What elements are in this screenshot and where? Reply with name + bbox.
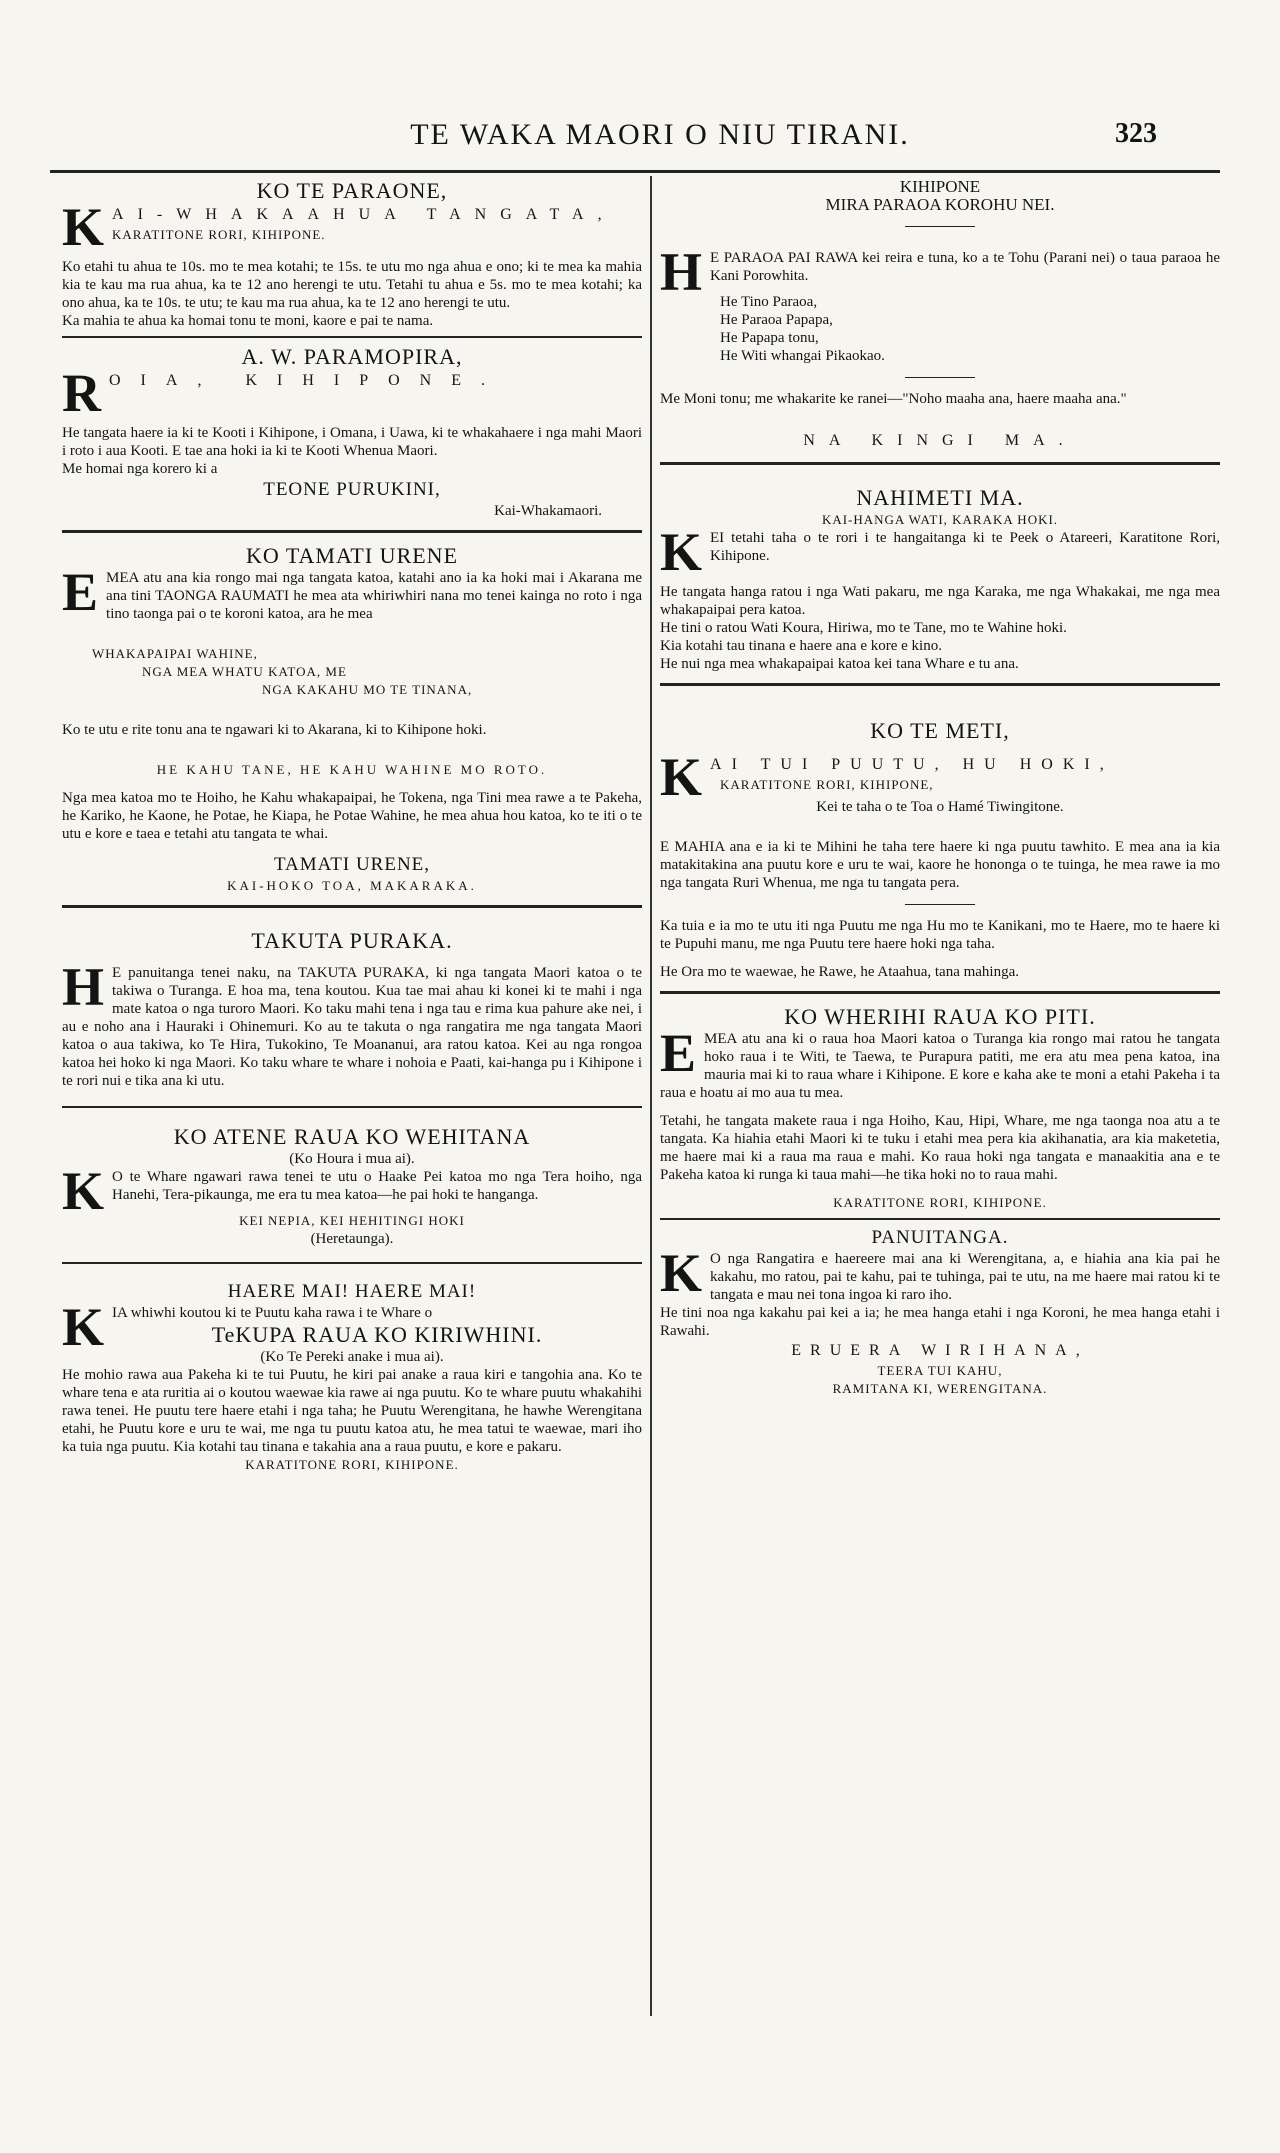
drop-cap: K bbox=[62, 197, 105, 257]
ad-line: NGA MEA WHATU KATOA, ME bbox=[142, 664, 347, 679]
ad-text: Tetahi, he tangata makete raua i nga Hoiho, Kau, Hipi, Whare, me nga taonga noa atu a te tangata. Ka hiahia etahi Maori ki te tuku i etahi mea pera kia akihanatia, ara kia maketetia, me haere mai ki a raua ma raua e mahi. Ko raua hoki nga tangata e manaakitia ana e te Pakeha katoa ki runga ki taua mahi—he tika hoki no to raua mahi. bbox=[660, 1113, 1220, 1183]
column-divider bbox=[650, 176, 652, 2016]
ad-title: KO ATENE RAUA KO WEHITANA bbox=[173, 1124, 531, 1149]
divider bbox=[62, 530, 642, 533]
ad-nahimeti bbox=[660, 485, 1220, 673]
short-rule bbox=[905, 226, 975, 227]
ad-line: NGA KAKAHU MO TE TINANA, bbox=[262, 682, 473, 697]
ad-text: EI tetahi taha o te rori i te hangaitanga ki te Peek o Atareeri, Karatitone Rori, Kihipone. bbox=[710, 530, 1220, 564]
ad-panui bbox=[660, 1226, 1220, 1398]
masthead-title: TE WAKA MAORI O NIU TIRANI. bbox=[410, 118, 910, 151]
ad-subtitle: (Ko Te Pereki anake i mua ai). bbox=[260, 1349, 444, 1365]
ad-text: Kia kotahi tau tinana e haere ana e kore e kino. bbox=[660, 638, 942, 654]
ad-title: KO WHERIHI RAUA KO PITI. bbox=[784, 1004, 1096, 1029]
ad-text: Ka tuia e ia mo te utu iti nga Puutu me nga Hu mo te Kanikani, mo te Haere, mo te haere ki te Pupuhi manu, me nga Puutu tere haere hoki nga taha. bbox=[660, 918, 1220, 952]
ad-text: He nui nga mea whakapaipai katoa kei tana Whare e tu ana. bbox=[660, 656, 1019, 672]
ad-paraoa bbox=[660, 178, 1220, 408]
ad-location: KARATITONE RORI, KIHIPONE. bbox=[112, 227, 326, 242]
drop-cap: K bbox=[62, 1161, 105, 1221]
ad-location: OIA, KIHIPONE. bbox=[109, 372, 505, 389]
drop-cap: H bbox=[660, 242, 703, 302]
ad-text: MEA atu ana kia rongo mai nga tangata katoa, katahi ano ia ka hoki mai i Akarana me ana tini TAONGA RAUMATI he mea ata whiriwhiri nana mo tenei kainga no roto i nga tino taonga pai o te koroni katoa, ara he mea bbox=[106, 570, 642, 622]
ad-subtitle: MIRA PARAOA KOROHU NEI. bbox=[825, 195, 1055, 214]
ad-text: He tangata hanga ratou i nga Wati pakaru, me nga Karaka, me nga Whakakai, me nga mea whakapaipai pera katoa. bbox=[660, 584, 1220, 618]
short-rule bbox=[905, 377, 975, 378]
divider bbox=[62, 1262, 642, 1264]
ad-text: Ko te utu e rite tonu ana te ngawari ki to Akarana, ki to Kihipone hoki. bbox=[62, 722, 487, 738]
short-rule bbox=[905, 904, 975, 905]
ad-title: PANUITANGA. bbox=[871, 1227, 1009, 1248]
ad-list-item: He Witi whangai Pikaokao. bbox=[720, 348, 885, 364]
drop-cap: K bbox=[62, 1297, 105, 1357]
ad-list-item: He Tino Paraoa, bbox=[720, 294, 818, 310]
ad-text: He Ora mo te waewae, he Rawe, he Ataahua, tana mahinga. bbox=[660, 964, 1020, 980]
ad-signature-title: TEERA TUI KAHU, bbox=[877, 1363, 1003, 1378]
ad-signature: ERUERA WIRIHANA, bbox=[791, 1342, 1089, 1359]
ad-text: Nga mea katoa mo te Hoiho, he Kahu whakapaipai, he Tokena, nga Tini mea rawe a te Pakeha, he Kariko, he Kaone, he Potae, he Kiapa, he Potae Wahine, he mea ahua hou katoa, ko te iti o te utu e kore e taea e tetahi atu tangata te whai. bbox=[62, 790, 642, 842]
ad-text: Ka mahia te ahua ka homai tonu te moni, kaore e pai te nama. bbox=[62, 313, 434, 329]
ad-title: TeKUPA RAUA KO KIRIWHINI. bbox=[211, 1322, 543, 1347]
ad-kiriwhini bbox=[62, 1280, 642, 1474]
drop-cap: E bbox=[660, 1023, 697, 1083]
ad-signature-title: Kai-Whakamaori. bbox=[494, 503, 602, 519]
ad-title: KO TAMATI URENE bbox=[245, 543, 459, 568]
divider bbox=[660, 1218, 1220, 1220]
ad-signature: KARATITONE RORI, KIHIPONE. bbox=[833, 1195, 1047, 1210]
ad-urene bbox=[62, 543, 642, 895]
ad-text: E panuitanga tenei naku, na TAKUTA PURAKA, ki nga tangata Maori katoa o te takiwa o Turanga. E hoa ma, tena koutou. Kua tae mai ahau ki konei ki te mahi i nga mate katoa o nga turoro Maori. Ko taku mahi tena i nga tau e rima kua pahure ake nei, i au e noho ana i Hauraki i Ohinemuri. Ko au te takuta o nga rangatira me nga tangata Maori katoa o aua takiwa, ko Te Hira, Tukokino, Te Moananui, ara ratou katoa. Kei au nga rongoa katoa hei hoko ki nga Maori. Ko taku whare te whare i nohoia e Paati, kai-hanga pu i Kihipone i te rori nui e tika ana ki utu. bbox=[62, 965, 642, 1089]
ad-title: KO TE PARAONE, bbox=[256, 178, 448, 203]
ad-paraone bbox=[62, 178, 642, 330]
drop-cap: K bbox=[660, 747, 703, 807]
ad-signature-title: KAI-HOKO TOA, MAKARAKA. bbox=[227, 878, 477, 893]
ad-text: He tangata haere ia ki te Kooti i Kihipone, i Omana, i Uawa, ki te whakahaere i nga mahi Maori i roto i aua Kooti. E tae ana hoki ia ki te Kooti Whenua Maori. bbox=[62, 425, 642, 459]
drop-cap: H bbox=[62, 957, 105, 1017]
drop-cap: R bbox=[62, 363, 101, 423]
drop-cap: K bbox=[660, 522, 703, 582]
ad-atene bbox=[62, 1124, 642, 1248]
divider bbox=[660, 462, 1220, 465]
ad-title: NA KINGI MA. bbox=[803, 432, 1077, 449]
ad-trade: KAI-HANGA WATI, KARAKA HOKI. bbox=[821, 512, 1059, 527]
ad-location: KARATITONE RORI, KIHIPONE, bbox=[720, 777, 934, 792]
ad-title: KIHIPONE bbox=[899, 177, 981, 196]
ad-trade: AI TUI PUUTU, HU HOKI, bbox=[710, 756, 1114, 773]
masthead-rule bbox=[50, 170, 1220, 173]
ad-text: He mohio rawa aua Pakeha ki te tui Puutu, he kiri pai anake a raua kiri e tangohia ana. Ko te whare tena e ata ruritia ai o koutou waewae kia rawe ai nga puutu. Ko te whare puutu whakahihi rawa tenei. He puutu tere haere etahi i nga taha; he Puutu Werengitana, he hawhe Werengitana etahi, he Puutu kore e uru te wai, me nga tu puutu katoa atu, he mea tatui te waewae, mari iho ka tuia nga puutu. Kia kotahi tau tinana e takahia ana a raua puutu, e kore e pakaru. bbox=[62, 1367, 642, 1455]
right-column bbox=[660, 178, 1220, 1398]
ad-line: KEI NEPIA, KEI HEHITINGI HOKI bbox=[239, 1213, 465, 1228]
divider bbox=[660, 991, 1220, 994]
ad-text: IA whiwhi koutou ki te Puutu kaha rawa i te Whare o bbox=[112, 1305, 433, 1321]
drop-cap: E bbox=[62, 562, 99, 622]
ad-list-item: He Papapa tonu, bbox=[720, 330, 819, 346]
ad-line: HE KAHU TANE, HE KAHU WAHINE MO ROTO. bbox=[156, 762, 548, 777]
ad-trade: AI-WHAKAAHUA TANGATA, bbox=[112, 206, 616, 223]
ad-text: Me Moni tonu; me whakarite ke ranei—"Noho maaha ana, haere maaha ana." bbox=[660, 391, 1127, 407]
ad-text: MEA atu ana ki o raua hoa Maori katoa o Turanga kia rongo mai ratou he tangata hoko raua i te Witi, te Taewa, te Purapura patiti, me era atu mea pena katoa, ina mauria mai ki to raua whare i Kihipone. E kore e kaha ake te moni a etahi Pakeha i ta raua e hoatu ai mo aua tu mea. bbox=[660, 1031, 1220, 1101]
ad-text: O te Whare ngawari rawa tenei te utu o Haake Pei katoa mo nga Tera hoiho, nga Hanehi, Tera-pikaunga, me era tu mea katoa—he pai hoki te hanganga. bbox=[112, 1169, 642, 1203]
ad-line: WHAKAPAIPAI WAHINE, bbox=[92, 646, 258, 661]
ad-text: Ko etahi tu ahua te 10s. mo te mea kotahi; te 15s. te utu mo nga ahua e ono; ki te mea ka mahia kia te kau ma rua ahua, ka te 12 ano herengi te utu. Tetahi tu ahua e 5s. mo te mea kotahi; ka ono ahua, ka te 10s. te utu; te kau ma rua ahua, ka te 12 ano herengi te utu. bbox=[62, 259, 642, 311]
divider bbox=[62, 905, 642, 908]
ad-puraka bbox=[62, 928, 642, 1090]
divider bbox=[660, 683, 1220, 686]
ad-signature: TAMATI URENE, bbox=[273, 854, 431, 875]
ad-text: He tini noa nga kakahu pai kei a ia; he mea hanga etahi i nga Koroni, he mea hanga etahi i Rawahi. bbox=[660, 1305, 1220, 1339]
drop-cap: K bbox=[660, 1243, 703, 1303]
divider bbox=[62, 336, 642, 338]
ad-subtitle: (Ko Houra i mua ai). bbox=[289, 1151, 415, 1167]
ad-text: E MAHIA ana e ia ki te Mihini he taha tere haere ki nga puutu tawhito. E mea ana ia kia matakitakina ana puutu kore e uru te wai, kaore he hononga o te tuinga, he mea rawe ia mo nga tangata Ruri Whenua, me nga tu tangata pera. bbox=[660, 839, 1220, 891]
page-number: 323 bbox=[1115, 118, 1157, 149]
ad-kingi bbox=[660, 430, 1220, 452]
ad-heading: HAERE MAI! HAERE MAI! bbox=[227, 1281, 477, 1302]
divider bbox=[62, 1106, 642, 1108]
ad-meti bbox=[660, 718, 1220, 981]
ad-title: TAKUTA PURAKA. bbox=[251, 928, 453, 953]
ad-text: He tini o ratou Wati Koura, Hiriwa, mo te Tane, mo te Wahine hoki. bbox=[660, 620, 1067, 636]
ad-text: Me homai nga korero ki a bbox=[62, 461, 218, 477]
ad-line: (Heretaunga). bbox=[310, 1231, 394, 1247]
ad-text: O nga Rangatira e haereere mai ana ki Werengitana, a, e hiahia ana kia pai he kakahu, mo ratou, pai te kahu, pai te tuhinga, pai te utu, na me haere mai ratou ki te tangata e mau nei tona ingoa ki raro iho. bbox=[710, 1251, 1220, 1303]
left-column bbox=[62, 178, 642, 1474]
ad-list-item: He Paraoa Papapa, bbox=[720, 312, 833, 328]
ad-signature: TEONE PURUKINI, bbox=[263, 479, 441, 500]
ad-text: E PARAOA PAI RAWA kei reira e tuna, ko a te Tohu (Parani nei) o taua paraoa he Kani Porowhita. bbox=[710, 250, 1220, 284]
ad-paramopira bbox=[62, 344, 642, 520]
ad-title: NAHIMETI MA. bbox=[856, 485, 1024, 510]
ad-signature-location: RAMITANA KI, WERENGITANA. bbox=[832, 1381, 1048, 1396]
ad-subtitle: Kei te taha o te Toa o Hamé Tiwingitone. bbox=[816, 799, 1064, 815]
ad-title: KO TE METI, bbox=[870, 718, 1010, 743]
ad-title: A. W. PARAMOPIRA, bbox=[241, 344, 463, 369]
ad-piti bbox=[660, 1004, 1220, 1212]
ad-signature: KARATITONE RORI, KIHIPONE. bbox=[245, 1457, 459, 1472]
